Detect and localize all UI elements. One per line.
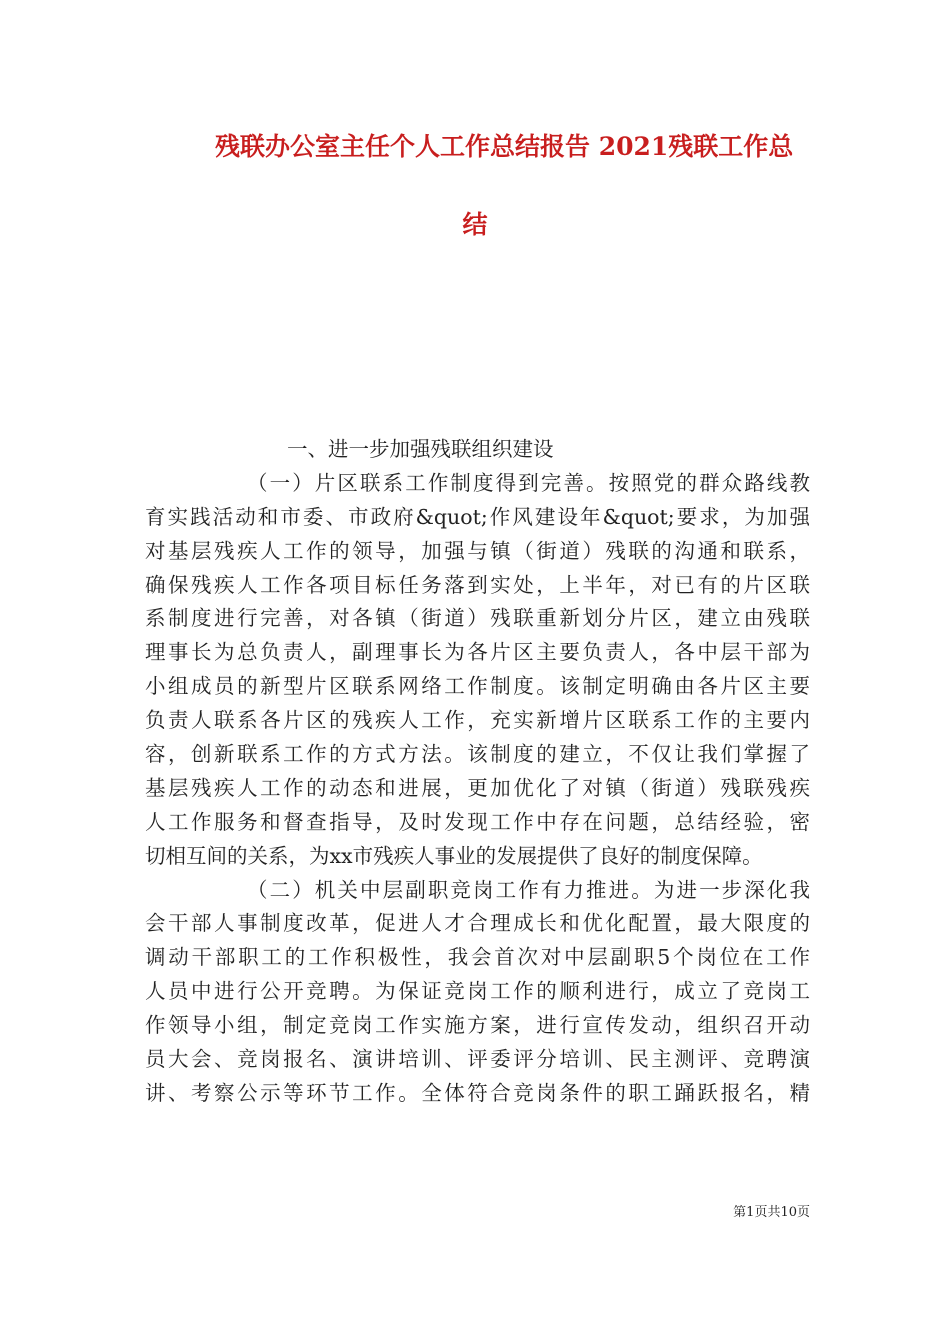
- paragraph-line: 小组成员的新型片区联系网络工作制度。该制定明确由各片区主要: [145, 674, 810, 699]
- paragraph-line: 讲、考察公示等环节工作。全体符合竞岗条件的职工踊跃报名，精: [145, 1080, 810, 1105]
- paragraph-line: 作领导小组，制定竞岗工作实施方案，进行宣传发动，组织召开动: [145, 1013, 810, 1038]
- section-heading: 一、进一步加强残联组织建设: [287, 437, 554, 461]
- document-title-line-1: 残联办公室主任个人工作总结报告 2021残联工作总: [215, 132, 794, 161]
- paragraph-line: 会干部人事制度改革，促进人才合理成长和优化配置，最大限度的: [145, 911, 810, 936]
- paragraph-line: 系制度进行完善，对各镇（街道）残联重新划分片区，建立由残联: [145, 606, 810, 631]
- paragraph-line: 理事长为总负责人，副理事长为各片区主要负责人，各中层干部为: [145, 640, 810, 665]
- paragraph-line: 对基层残疾人工作的领导，加强与镇（街道）残联的沟通和联系，: [145, 538, 810, 563]
- document-body: [145, 433, 810, 1111]
- paragraph-line: 基层残疾人工作的动态和进展，更加优化了对镇（街道）残联残疾: [145, 775, 810, 800]
- paragraph-line: 确保残疾人工作各项目标任务落到实处，上半年，对已有的片区联: [145, 572, 810, 597]
- paragraph-line: 调动干部职工的工作积极性，我会首次对中层副职5个岗位在工作: [145, 945, 810, 970]
- paragraph-line: （一）片区联系工作制度得到完善。按照党的群众路线教: [247, 470, 810, 495]
- paragraph-line: 人员中进行公开竞聘。为保证竞岗工作的顺利进行，成立了竞岗工: [145, 979, 810, 1004]
- paragraph-line: （二）机关中层副职竞岗工作有力推进。为进一步深化我: [247, 877, 810, 902]
- paragraph-line: 容，创新联系工作的方式方法。该制度的建立，不仅让我们掌握了: [145, 742, 810, 767]
- paragraph-line: 负责人联系各片区的残疾人工作，充实新增片区联系工作的主要内: [145, 708, 810, 733]
- page-number-footer: 第1页共10页: [733, 1205, 810, 1220]
- paragraph-line: 育实践活动和市委、市政府&quot;作风建设年&quot;要求，为加强: [145, 504, 810, 529]
- document-title-line-2: 结: [462, 210, 488, 239]
- paragraph-line: 人工作服务和督查指导，及时发现工作中存在问题，总结经验，密: [145, 809, 810, 834]
- paragraph-line: 员大会、竞岗报名、演讲培训、评委评分培训、民主测评、竞聘演: [145, 1047, 810, 1072]
- paragraph-line: 切相互间的关系，为xx市残疾人事业的发展提供了良好的制度保障。: [145, 843, 763, 868]
